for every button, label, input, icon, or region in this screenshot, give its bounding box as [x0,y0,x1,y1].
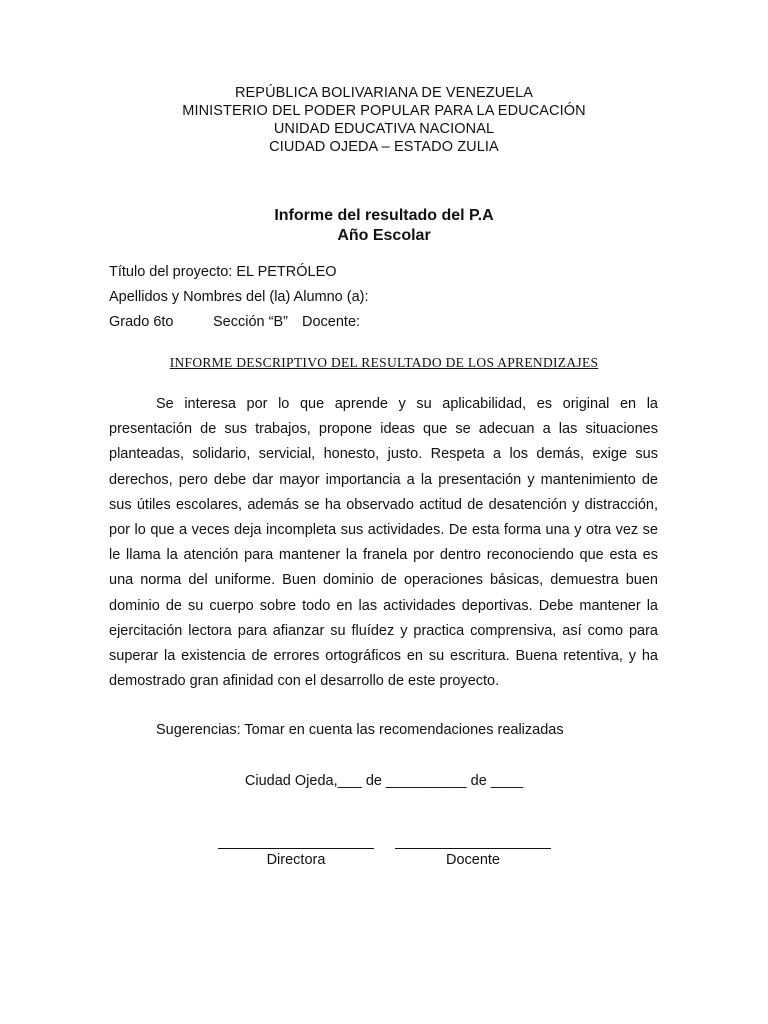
date-line: Ciudad Ojeda,___ de __________ de ____ [244,773,524,789]
signature-line-docente [395,832,551,849]
header-line-republic: REPÚBLICA BOLIVARIANA DE VENEZUELA [234,85,534,101]
signature-docente [395,832,551,869]
school-year-label: Año Escolar [337,227,431,244]
descriptive-report-paragraph: Se interesa por lo que aprende y su aplicabilidad, es original en la presentación de sus trabajos, propone ideas que se adecuan a las situaciones planteadas, solidario, servicial, honesto, justo. Respeta a los demás, exige sus derechos, pero debe dar mayor importancia a la presentación y mantenimiento de sus útiles escolares, además se ha observado actitud de desatención y distracción, por lo que a veces deja incompleta sus actividades. De esta forma una y otra vez se le llama la atención para mantener la franela por dentro reconociendo que esta es una norma del uniforme. Buen dominio de operaciones básicas, demuestra buen dominio de su cuerpo sobre todo en las actividades deportivas. Debe mantener la ejercitación lectora para afianzar su fluídez y practica comprensiva, así como para superar la existencia de errores ortográficos en su escritura. Buena retentiva, y ha demostrado gran afinidad con el desarrollo de este proyecto. [109,396,658,690]
header-line-city: CIUDAD OJEDA – ESTADO ZULIA [269,139,499,155]
project-title-line: Título del proyecto: EL PETRÓLEO [109,264,337,280]
student-names-line: Apellidos y Nombres del (la) Alumno (a): [109,289,369,305]
report-title: Informe del resultado del P.A [274,207,494,224]
grade-section-teacher-line [109,313,360,331]
signature-label-directora: Directora [266,852,326,868]
institution-header [0,84,768,156]
suggestions-line: Sugerencias: Tomar en cuenta las recomendaciones realizadas [156,722,564,738]
report-title-block [0,206,768,246]
signature-line-directora [218,832,374,849]
header-line-ministry: MINISTERIO DEL PODER POPULAR PARA LA EDUCACIÓN [182,103,586,119]
teacher-label: Docente: [302,314,361,330]
section-heading: INFORME DESCRIPTIVO DEL RESULTADO DE LOS APRENDIZAJES [169,355,599,370]
signature-label-docente: Docente [445,852,500,868]
signature-directora [218,832,374,869]
section-label: Sección “B” [213,314,288,330]
header-line-school: UNIDAD EDUCATIVA NACIONAL [273,121,495,137]
grade-label: Grado 6to [109,314,174,330]
